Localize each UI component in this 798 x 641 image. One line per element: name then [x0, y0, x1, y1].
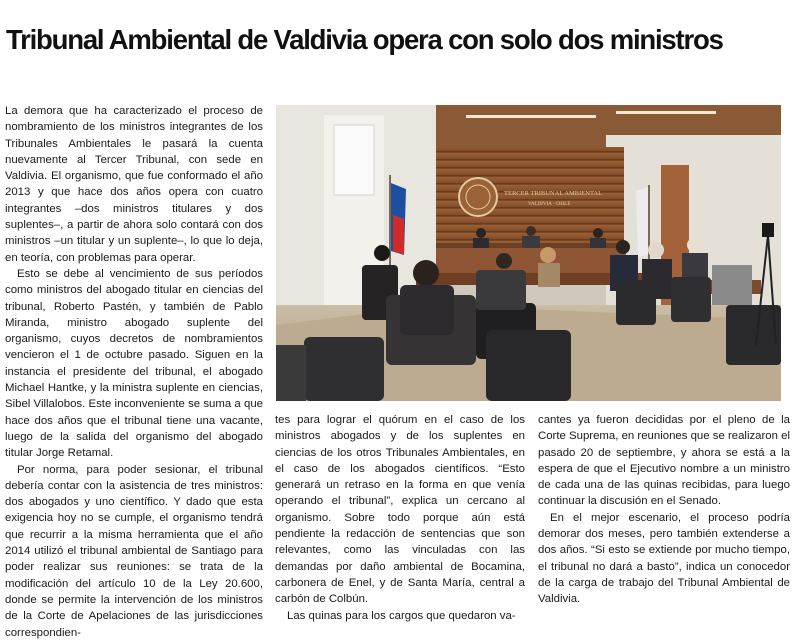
wall-sign-line1: TERCER TRIBUNAL AMBIENTAL — [504, 190, 603, 197]
article-column-1 — [5, 103, 263, 641]
paragraph: Las quinas para los cargos que quedaron va- — [287, 609, 516, 622]
article-column-2 — [275, 412, 525, 624]
paragraph: En el mejor escenario, el proceso podría demorar dos meses, pero también extenderse a dos años. “Si esto se extiende por mucho tiempo, el tribunal no dará a basto”, indica un conocedor de la carga de trabajo del Tribunal Ambiental de Valdivia. — [538, 511, 790, 606]
article-column-3 — [538, 412, 790, 608]
paragraph: tes para lograr el quórum en el caso de los ministros abogados y de los suplentes en ciencias de los otros Tribunales Ambientales, en el caso de los abogados científicos. “Esto generará un retraso en la forma en que venía operando el tribunal”, explica un cercano al organismo. Sobre todo porque aún está pendiente la redacción de sentencias que son relevantes, como las vinculadas con las demandas por daño ambiental de Bocamina, carbonera de Enel, y de Santa María, central a carbón de Colbún. — [275, 414, 525, 606]
paragraph: Esto se debe al vencimiento de sus períodos como ministros del abogado titular en ciencias del tribunal, Roberto Pastén, y también de Pablo Miranda, ministro abogado suplente del organismo, cuyos decretos de nombramientos vencieron el 1 de octubre pasado. Siguen en la instancia el presidente del tribunal, el abogado Michael Hantke, y la ministra suplente en ciencias, Sibel Villalobos. Este inconveniente se suma a que hace dos años que el tribunal tiene una vacante, luego de la salida del organismo del abogado titular Jorge Retamal. — [5, 267, 263, 460]
paragraph: Por norma, para poder sesionar, el tribunal debería contar con la asistencia de tres ministros: dos abogados y uno científico. Y dado que esta exigencia hoy no se cumple, el organismo tendrá que recurrir a la misma herramienta que el año 2014 utilizó el tribunal ambiental de Santiago para poder realizar sus reuniones: se trata de la modificación del artículo 10 de la Ley 20.600, donde se permite la intervención de los ministros de la Corte de Apelaciones de las jurisdicciones correspondien- — [5, 463, 263, 639]
headline: Tribunal Ambiental de Valdivia opera con solo dos ministros — [6, 24, 723, 55]
courtroom-photo — [276, 105, 781, 401]
paragraph: cantes ya fueron decididas por el pleno de la Corte Suprema, en reuniones que se realizaron el pasado 20 de septiembre, y ahora se está a la espera de que el Ejecutivo nombre a un ministro de cada una de las quinas recibidas, para luego continuar la discusión en el Senado. — [538, 414, 791, 508]
paragraph: La demora que ha caracterizado el proceso de nombramiento de los ministros integrantes de los Tribunales Ambientales le pasará la cuenta nuevamente al Tercer Tribunal, con sede en Valdivia. El organismo, que fue conformado el año 2013 y que hace dos años opera con cuatro integrantes –dos ministros titulares y dos suplentes–, a partir de ahora solo contará con dos ministros –un titular y un suplente–, lo que lo deja, en teoría, con problemas para operar. — [5, 105, 263, 264]
wall-sign-line2: VALDIVIA · CHILE — [528, 202, 571, 207]
